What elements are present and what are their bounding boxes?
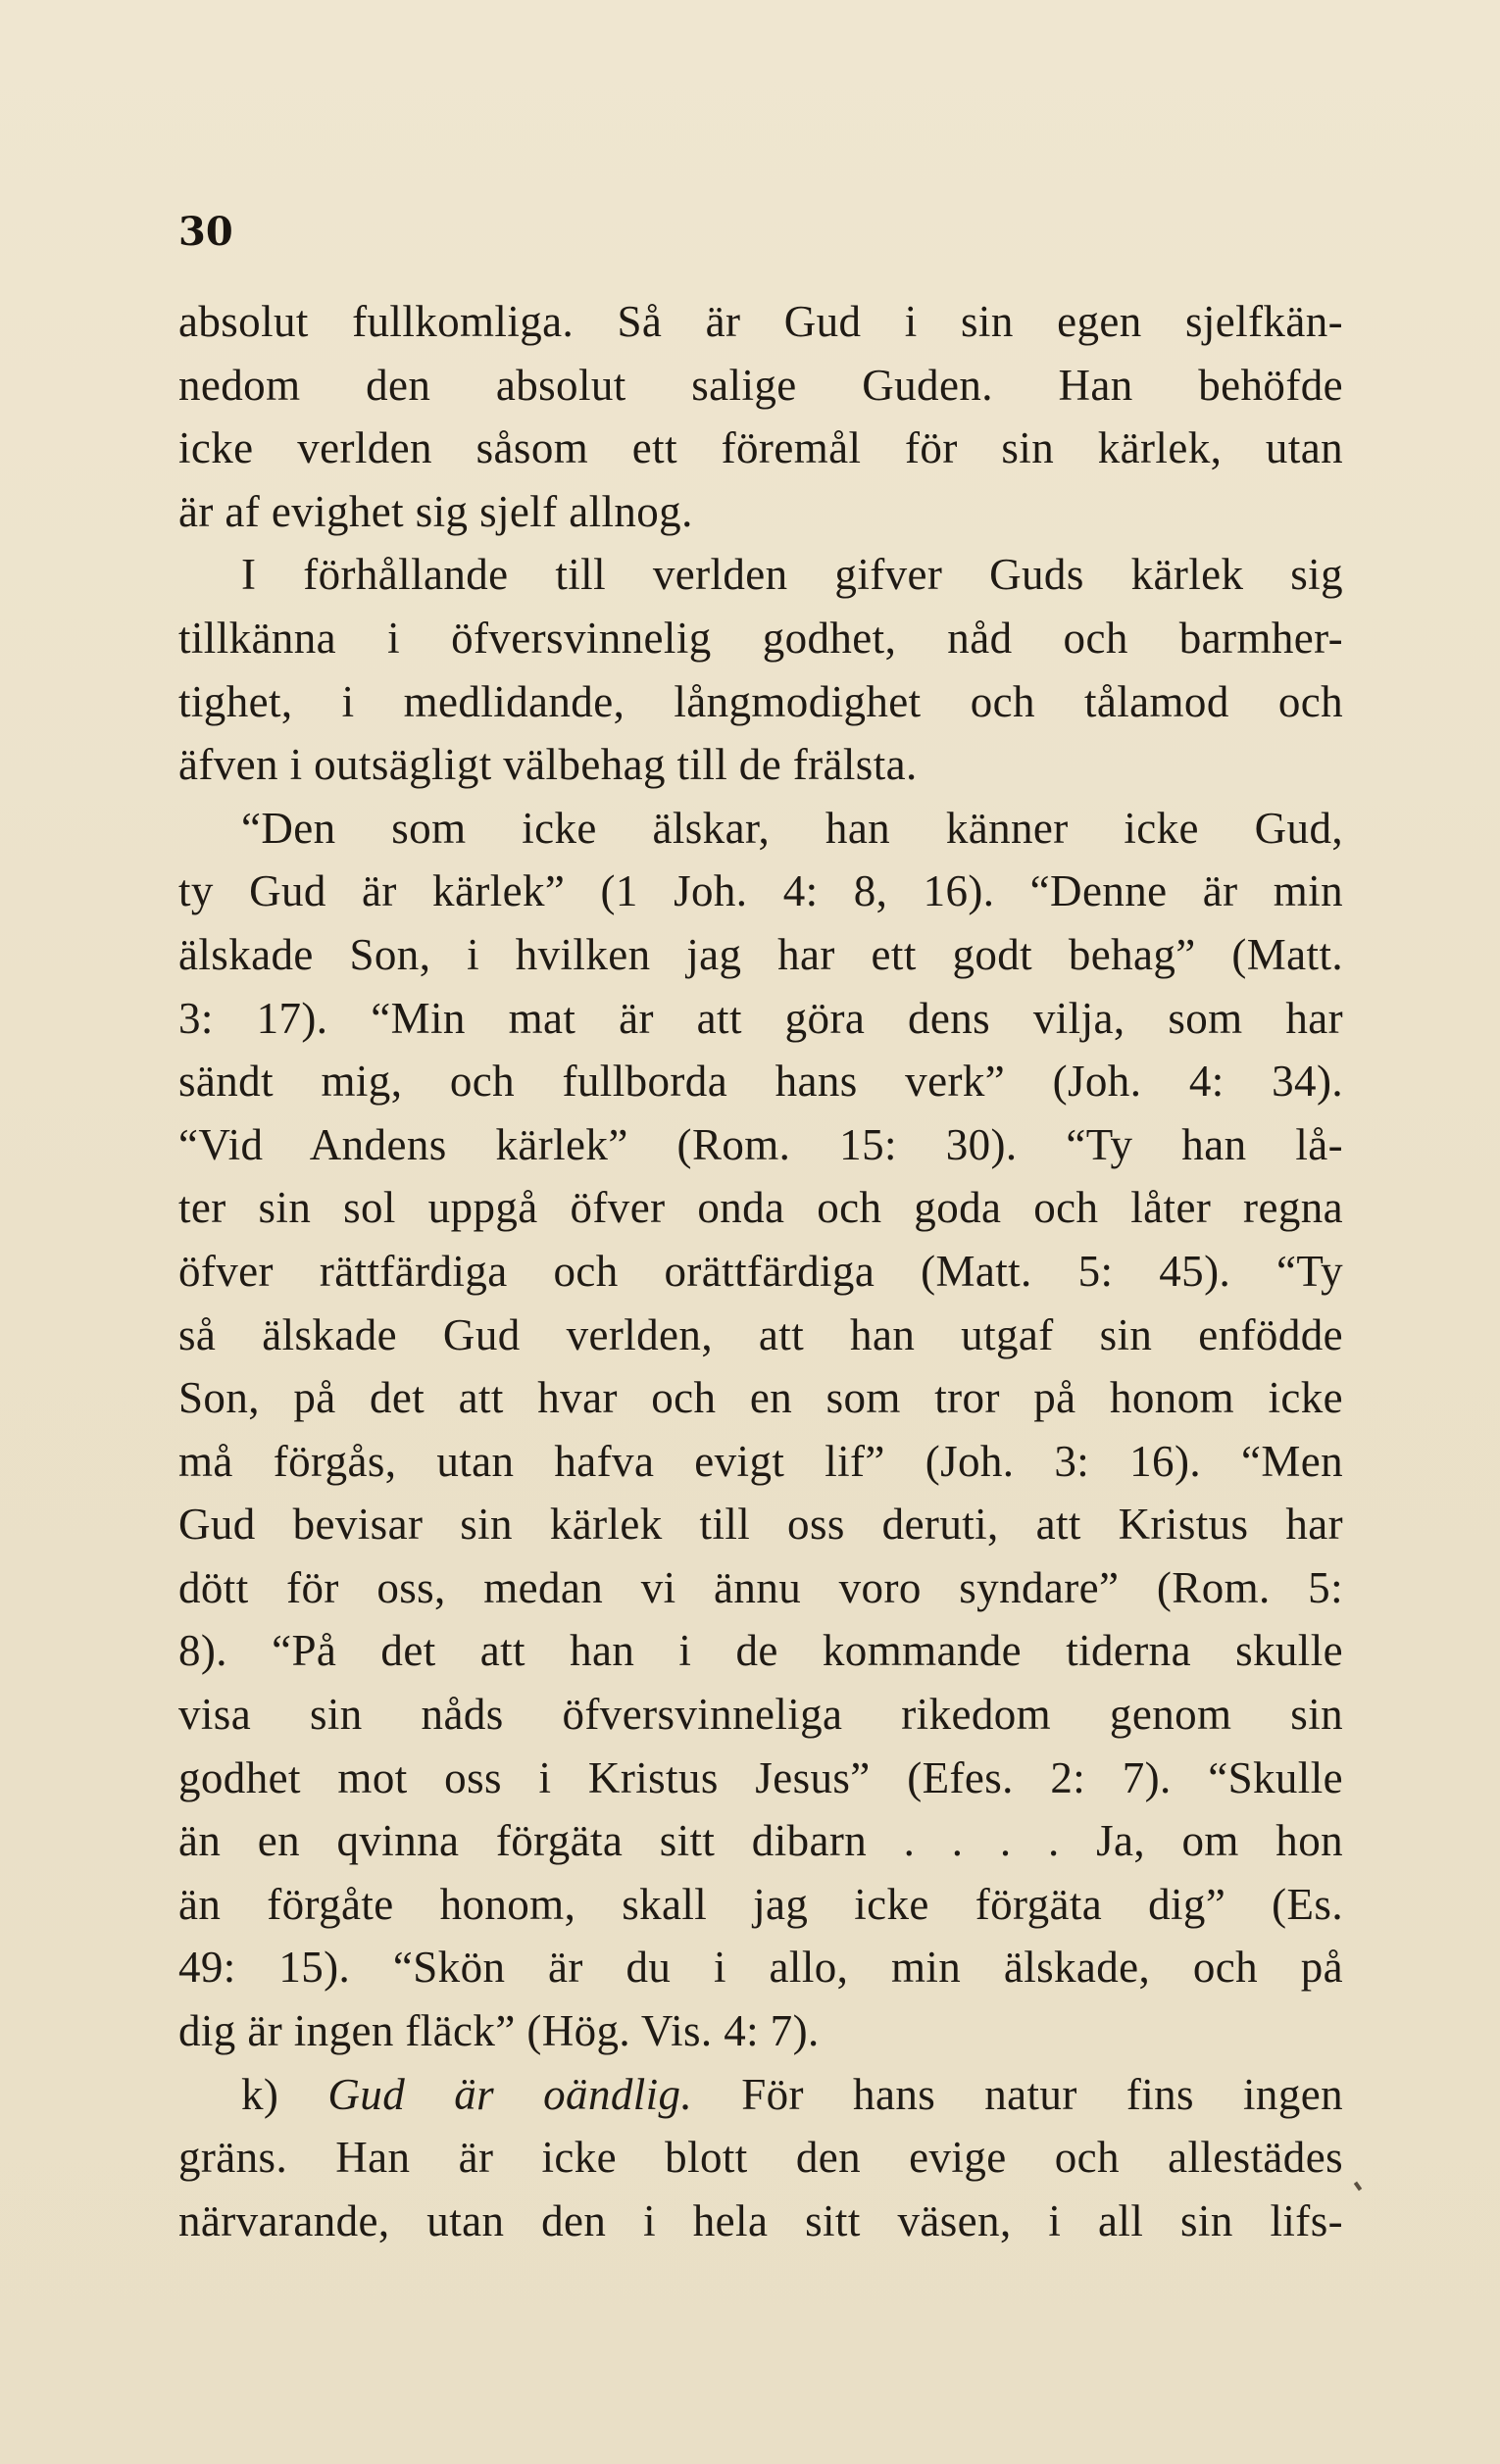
text-line: gräns. Han är icke blott den evige och allestädes [178, 2133, 1343, 2183]
text-line: 49: 15). “Skön är du i allo, min älskade, och på [178, 1943, 1343, 1993]
text-line: äfven i outsägligt välbehag till de frälsta. [178, 740, 918, 790]
text-line: I förhållande till verlden gifver Guds kärlek sig [241, 550, 1343, 600]
text-line: sändt mig, och fullborda hans verk” (Joh. 4: 34). [178, 1057, 1343, 1107]
text-line: Gud bevisar sin kärlek till oss deruti, att Kristus har [178, 1500, 1343, 1550]
text-line: så älskade Gud verlden, att han utgaf sin enfödde [178, 1309, 1343, 1359]
text-line: än en qvinna förgäta sitt dibarn . . . . Ja, om hon [178, 1816, 1343, 1866]
list-marker: k) [241, 2069, 328, 2119]
text-line: “Den som icke älskar, han känner icke Gud, [241, 803, 1343, 853]
text-line: dig är ingen fläck” (Hög. Vis. 4: 7). [178, 2006, 820, 2056]
emphasized-heading: Gud är oändlig. [327, 2069, 693, 2119]
text-line: är af evighet sig sjelf allnog. [178, 486, 693, 536]
text-line: Son, på det att hvar och en som tror på honom icke [178, 1373, 1343, 1423]
text-line: öfver rättfärdiga och orättfärdiga (Matt. 5: 45). “Ty [178, 1246, 1343, 1296]
text-line [178, 2063, 1343, 2127]
text-line: ty Gud är kärlek” (1 Joh. 4: 8, 16). “Denne är min [178, 866, 1343, 916]
text-line: 3: 17). “Min mat är att göra dens vilja, som har [178, 993, 1343, 1043]
text-line: nedom den absolut salige Guden. Han behöfde [178, 360, 1343, 410]
text-line: älskade Son, i hvilken jag har ett godt behag” (Matt. [178, 929, 1343, 979]
text-line: 8). “På det att han i de kommande tiderna skulle [178, 1626, 1343, 1676]
text-line: icke verlden såsom ett föremål för sin kärlek, utan [178, 423, 1343, 473]
text-line: visa sin nåds öfversvinneliga rikedom genom sin [178, 1690, 1343, 1740]
text-line: tighet, i medlidande, långmodighet och tålamod och [178, 676, 1343, 726]
text-line: godhet mot oss i Kristus Jesus” (Efes. 2: 7). “Skulle [178, 1752, 1343, 1802]
text-line: tillkänna i öfversvinnelig godhet, nåd och barmher- [178, 613, 1343, 663]
body-text [178, 290, 1343, 2252]
text-line: dött för oss, medan vi ännu voro syndare” (Rom. 5: [178, 1562, 1343, 1612]
page-speck-mark [1354, 2182, 1362, 2192]
text-line: närvarande, utan den i hela sitt väsen, i all sin lifs- [178, 2195, 1343, 2245]
line-rest: För hans natur fins ingen [692, 2069, 1344, 2119]
text-line: än förgåte honom, skall jag icke förgäta dig” (Es. [178, 1879, 1343, 1929]
page-number: 30 [178, 209, 233, 255]
text-line: ter sin sol uppgå öfver onda och goda och låter regna [178, 1183, 1343, 1233]
text-line: “Vid Andens kärlek” (Rom. 15: 30). “Ty han lå- [178, 1119, 1343, 1169]
text-line: absolut fullkomliga. Så är Gud i sin egen sjelfkän- [178, 297, 1343, 346]
text-line: må förgås, utan hafva evigt lif” (Joh. 3: 16). “Men [178, 1436, 1343, 1486]
